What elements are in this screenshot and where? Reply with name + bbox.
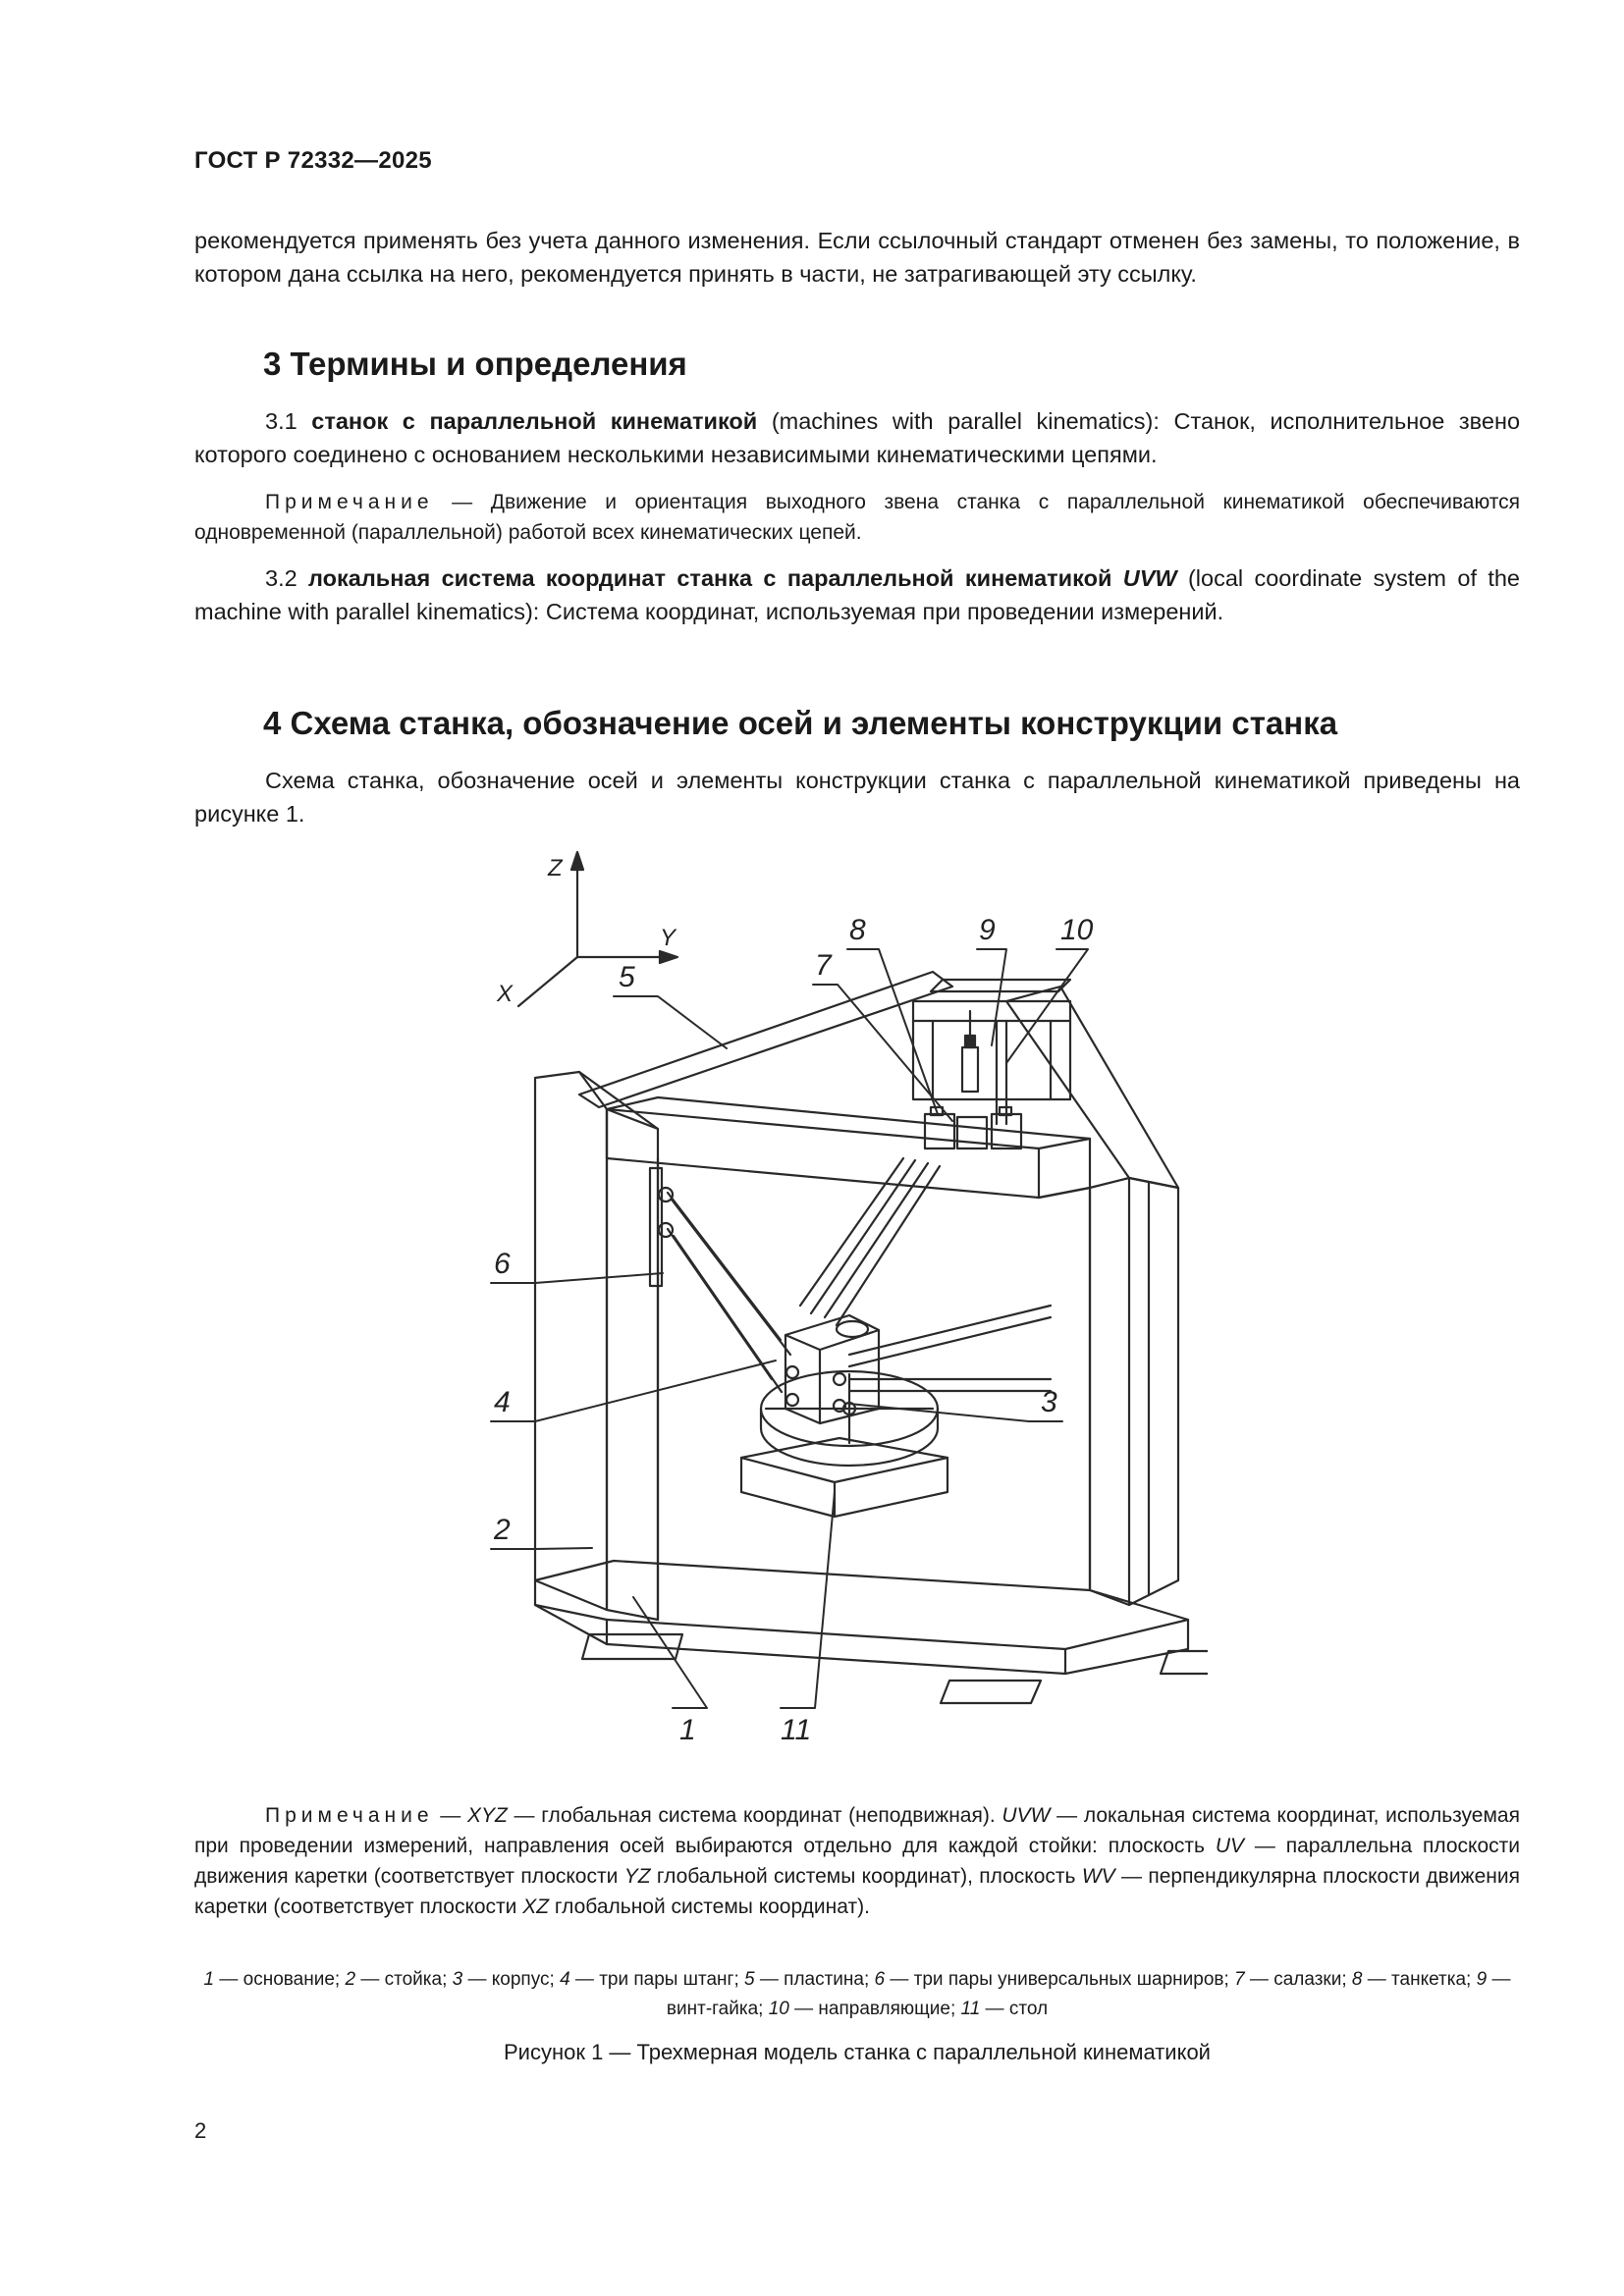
base-foot-front <box>941 1681 1041 1703</box>
label-6: 6 <box>494 1248 511 1280</box>
label-3: 3 <box>1041 1386 1057 1418</box>
legend-text-2: — стойка; <box>355 1969 453 1990</box>
label-7: 7 <box>815 949 832 982</box>
legend-num-11: 11 <box>960 1999 981 2019</box>
term-3-1-definition: Станок, исполнительное звено которого соединено с основанием несколькими независимыми кинематическими цепями. <box>194 408 1521 467</box>
figure-note-text-6: глобальной системы координат). <box>549 1896 870 1918</box>
legend-text-6: — три пары универсальных шарниров; <box>885 1969 1235 1990</box>
legend-num-6: 6 <box>874 1969 886 1990</box>
figure-note-text-4: глобальной системы координат), плоскость <box>650 1865 1082 1888</box>
label-5: 5 <box>619 961 635 993</box>
label-11: 11 <box>781 1714 812 1746</box>
label-2: 2 <box>494 1514 511 1546</box>
legend-num-5: 5 <box>744 1969 755 1990</box>
section-4-title: 4 Схема станка, обозначение осей и элементы конструкции станка <box>263 705 1338 741</box>
term-3-1-term: станок с параллельной кинематикой <box>311 408 758 434</box>
term-3-2-english: (local coordinate system of the machine with parallel kinematics): <box>194 565 1521 624</box>
note-3-1-text: — Движение и ориентация выходного звена станка с параллельной кинематикой обеспечиваются одновременной (параллельной) работой всех кинематических цепей. <box>194 491 1520 544</box>
document-header: ГОСТ Р 72332—2025 <box>194 147 432 174</box>
figure-note <box>194 1800 1520 1922</box>
figure-legend <box>194 1965 1520 2024</box>
leader-lines <box>491 949 1088 1708</box>
figure-note-text-3: — параллельна плоскости движения каретки (соответствует плоскости <box>194 1835 1520 1888</box>
cross-beam <box>607 1097 1090 1620</box>
legend-num-10: 10 <box>768 1999 789 2019</box>
label-9: 9 <box>979 914 996 946</box>
axis-y-label: Y <box>660 925 677 951</box>
housing <box>785 1315 879 1423</box>
right-column <box>1006 987 1178 1605</box>
figure-note-xyz: XYZ <box>467 1804 508 1827</box>
legend-text-9: — винт-гайка; <box>666 1969 1511 2019</box>
legend-num-3: 3 <box>452 1969 463 1990</box>
figure-note-text-1: — глобальная система координат (неподвижная). <box>507 1804 1002 1827</box>
note-3-1 <box>194 487 1520 548</box>
legend-num-8: 8 <box>1351 1969 1363 1990</box>
legend-num-7: 7 <box>1234 1969 1245 1990</box>
machine-diagram <box>461 844 1208 1787</box>
rear-upright <box>913 1001 1070 1099</box>
left-column <box>535 1072 658 1620</box>
legend-num-9: 9 <box>1476 1969 1488 1990</box>
legend-text-7: — салазки; <box>1244 1969 1352 1990</box>
figure-caption: Рисунок 1 — Трехмерная модель станка с параллельной кинематикой <box>504 2040 1211 2064</box>
legend-text-5: — пластина; <box>754 1969 875 1990</box>
figure-note-uv: UV <box>1215 1835 1244 1857</box>
legend-text-1: — основание; <box>214 1969 346 1990</box>
legend-num-2: 2 <box>345 1969 356 1990</box>
term-3-2-definition: Система координат, используемая при проведении измерений. <box>545 599 1224 624</box>
part-labels <box>493 914 1094 1746</box>
note-3-1-label: Примечание <box>265 491 434 513</box>
legend-text-11: — стол <box>980 1999 1049 2019</box>
axis-x-label: X <box>497 981 514 1007</box>
term-3-2-symbol: UVW <box>1122 565 1177 591</box>
label-10: 10 <box>1060 914 1094 946</box>
figure-note-uvw: UVW <box>1001 1804 1051 1827</box>
figure-note-wv: WV <box>1081 1865 1115 1888</box>
label-8: 8 <box>849 914 866 946</box>
legend-text-8: — танкетка; <box>1362 1969 1477 1990</box>
page-number: 2 <box>194 2118 207 2143</box>
label-1: 1 <box>679 1714 696 1746</box>
figure-note-xz: XZ <box>522 1896 550 1918</box>
term-3-1-number: 3.1 <box>265 408 298 434</box>
figure-note-text-5: — перпендикулярна плоскости движения каретки (соответствует плоскости <box>194 1865 1520 1918</box>
section-4-paragraph: Схема станка, обозначение осей и элементы конструкции станка с параллельной кинематикой приведены на рисунке 1. <box>194 768 1520 827</box>
legend-text-4: — три пары штанг; <box>569 1969 745 1990</box>
figure-note-yz: YZ <box>623 1865 651 1888</box>
term-3-2 <box>194 561 1520 628</box>
section-3-title: 3 Термины и определения <box>263 346 687 382</box>
rotary-table <box>741 1371 947 1517</box>
label-4: 4 <box>494 1386 511 1418</box>
axis-z-label: Z <box>548 855 563 881</box>
figure-note-text-2: — локальная система координат, используемая при проведении измерений, направления осей выбираются отдельно для каждой стойки: плоскость <box>194 1804 1520 1857</box>
term-3-2-term: локальная система координат станка с параллельной кинематикой <box>308 565 1112 591</box>
term-3-1-english: (machines with parallel kinematics): <box>757 408 1174 434</box>
term-3-1 <box>194 404 1520 471</box>
base-foot-right <box>1161 1651 1208 1674</box>
legend-text-10: — направляющие; <box>788 1999 961 2019</box>
term-3-2-number: 3.2 <box>265 565 298 591</box>
intro-paragraph: рекомендуется применять без учета данного изменения. Если ссылочный стандарт отменен без замены, то положение, в котором дана ссылка на него, рекомендуется принять в части, не затрагивающей эту ссылку. <box>194 228 1520 287</box>
universal-joints <box>650 1168 673 1286</box>
coordinate-axes <box>496 852 677 1007</box>
legend-num-4: 4 <box>560 1969 570 1990</box>
figure-note-dash: — <box>433 1804 467 1827</box>
figure-note-label: Примечание <box>265 1804 434 1827</box>
legend-text-3: — корпус; <box>462 1969 561 1990</box>
legend-num-1: 1 <box>203 1969 215 1990</box>
